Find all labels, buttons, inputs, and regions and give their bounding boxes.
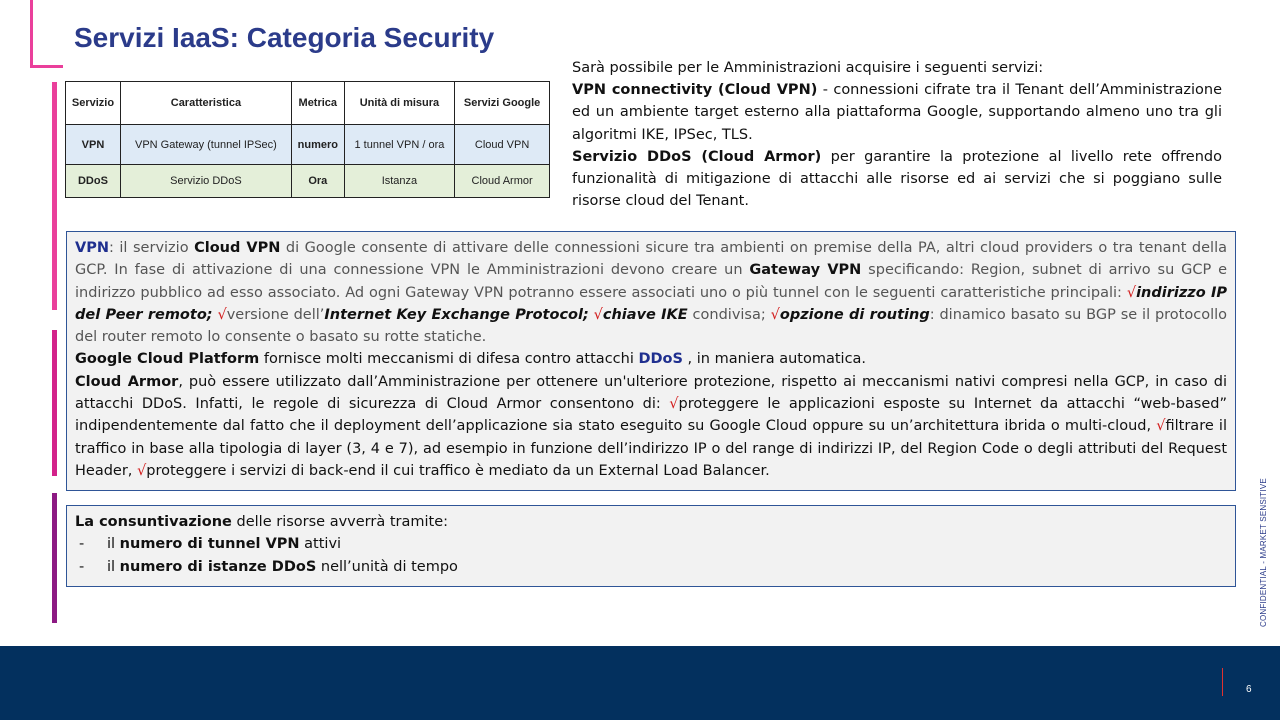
check-icon: √ [669,396,679,413]
list-item [75,556,1227,578]
intro-text [572,57,1222,212]
cell-unita: Istanza [344,165,454,198]
cell-caratteristica: Servizio DDoS [120,165,291,198]
intro-vpn-label: VPN connectivity (Cloud VPN) [572,82,818,99]
cloud-armor-paragraph [75,371,1227,482]
accent-bar-1 [52,82,57,310]
header-servizio: Servizio [66,82,121,125]
text-fragment: nell’unità di tempo [316,558,458,575]
page-title: Servizi IaaS: Categoria Security [74,22,495,53]
intro-ddos-text: per garantire la protezione al livello rete offrendo funzionalità di mitigazione di attacchi alle risorse ed ai servizi che si poggiano sulle risorse cloud del Tenant. [572,148,1222,210]
table-row [66,125,550,165]
text-fragment: , può essere utilizzato dall’Amministrazione per ottenere un'ulteriore protezione, rispetto ai meccanismi nativi compresi nella GCP, in caso di attacchi DDoS. Infatti, le regole di sicurezza di Cloud Armor consentono di: [75,373,1227,413]
footer-bar [0,646,1280,720]
text-fragment: condivisa; [687,306,771,323]
check-icon: √ [137,462,147,479]
confidential-label: CONFIDENTIAL - MARKET SENSITIVE [1259,478,1268,627]
gateway-vpn-keyword: Gateway VPN [749,262,862,279]
cell-unita: 1 tunnel VPN / ora [344,125,454,165]
text-fragment: specificando: Region, subnet di arrivo su GCP e indirizzo pubblico ad esso associato. Ad ogni Gateway VPN potranno essere associati uno o più tunnel con le seguenti caratteristiche principali: [75,262,1228,301]
text-fragment: proteggere le applicazioni esposte su Internet da attacchi “web-based” indipendentemente dal fatto che il deployment dell’applicazione sia stato eseguito su Google Cloud oppure su un’architettura ibrida o multi-cloud, [75,396,1227,435]
cell-servizio: DDoS [66,165,121,198]
cell-servizio: VPN [66,125,121,165]
text-fragment: il [107,536,120,553]
corner-accent-horizontal [30,65,63,68]
table-header-row [66,82,550,125]
routing-item: opzione di routing [779,306,930,323]
ddos-keyword: DDoS [638,351,683,368]
cell-metrica: numero [291,125,344,165]
gcp-paragraph [75,348,1227,370]
text-fragment: proteggere i servizi di back-end il cui traffico è mediato da un External Load Balancer. [146,462,770,479]
intro-ddos-label: Servizio DDoS (Cloud Armor) [572,148,822,165]
text-fragment: il [107,558,120,575]
intro-ddos-paragraph [572,146,1222,213]
cell-caratteristica: VPN Gateway (tunnel IPSec) [120,125,291,165]
cloud-armor-keyword: Cloud Armor [75,373,179,390]
intro-line: Sarà possibile per le Amministrazioni acquisire i seguenti servizi: [572,60,1044,76]
text-fragment: di Google consente di attivare delle connessioni sicure tra ambienti on premise della PA, altri cloud providers o tra tenant della GCP. In fase di attivazione di una connessione VPN le Amministrazioni devono creare un [75,240,1228,279]
billing-intro [75,511,1227,533]
table-row [66,165,550,198]
check-icon: √ [1156,418,1166,435]
text-fragment: , in maniera automatica. [682,351,867,368]
billing-box [66,505,1236,587]
gcp-keyword: Google Cloud Platform [75,351,260,368]
corner-accent-vertical [30,0,33,68]
cloud-vpn-keyword: Cloud VPN [194,240,281,256]
list-item [75,533,1227,555]
accent-bar-2 [52,330,57,476]
check-icon: √ [1126,284,1137,301]
text-fragment: attivi [299,536,342,553]
vpn-paragraph [75,237,1227,348]
footer-divider [1222,668,1223,696]
description-box [66,231,1236,491]
text-fragment: filtrare il traffico in base alla tipologia di layer (3, 4 e 7), ad esempio in funzione dell’indirizzo IP o del range di indirizzi IP, del Region Code o degli attributi del Request Header, [75,418,1227,479]
header-unita: Unità di misura [344,82,454,125]
peer-ip-item: indirizzo IP del Peer remoto; [75,284,1227,323]
intro-vpn-paragraph [572,79,1222,146]
check-icon: √ [593,306,603,323]
bullet-keyword: numero di istanze DDoS [119,558,317,575]
text-fragment: versione dell’ [226,306,325,323]
bullet-keyword: numero di tunnel VPN [119,536,300,553]
cell-google: Cloud VPN [455,125,550,165]
page-number: 6 [1246,684,1252,695]
intro-vpn-text: - connessioni cifrate tra il Tenant dell’Amministrazione ed un ambiente target esterno alla piattaforma Google, supportando almeno uno tra gli algoritmi IKE, IPSec, TLS. [572,82,1222,143]
vpn-keyword: VPN [75,240,109,256]
header-caratteristica: Caratteristica [120,82,291,125]
services-table [65,81,550,198]
check-icon: √ [770,306,780,323]
header-google: Servizi Google [455,82,550,125]
dash-icon: - [79,558,85,575]
check-icon: √ [217,306,227,323]
text-fragment: : il servizio [108,240,195,256]
accent-bar-3 [52,493,57,623]
ike-protocol-item: Internet Key Exchange Protocol; [324,306,589,323]
cell-google: Cloud Armor [455,165,550,198]
text-fragment: : dinamico basato su BGP se il protocollo del router remoto lo consente o basato su rotte statiche. [75,306,1228,346]
text-fragment: fornisce molti meccanismi di difesa contro attacchi [259,351,639,368]
text-fragment: delle risorse avverrà tramite: [231,514,448,530]
billing-keyword: La consuntivazione [75,514,232,530]
cell-metrica: Ora [291,165,344,198]
ike-key-item: chiave IKE [602,306,688,323]
dash-icon: - [79,536,85,553]
header-metrica: Metrica [291,82,344,125]
